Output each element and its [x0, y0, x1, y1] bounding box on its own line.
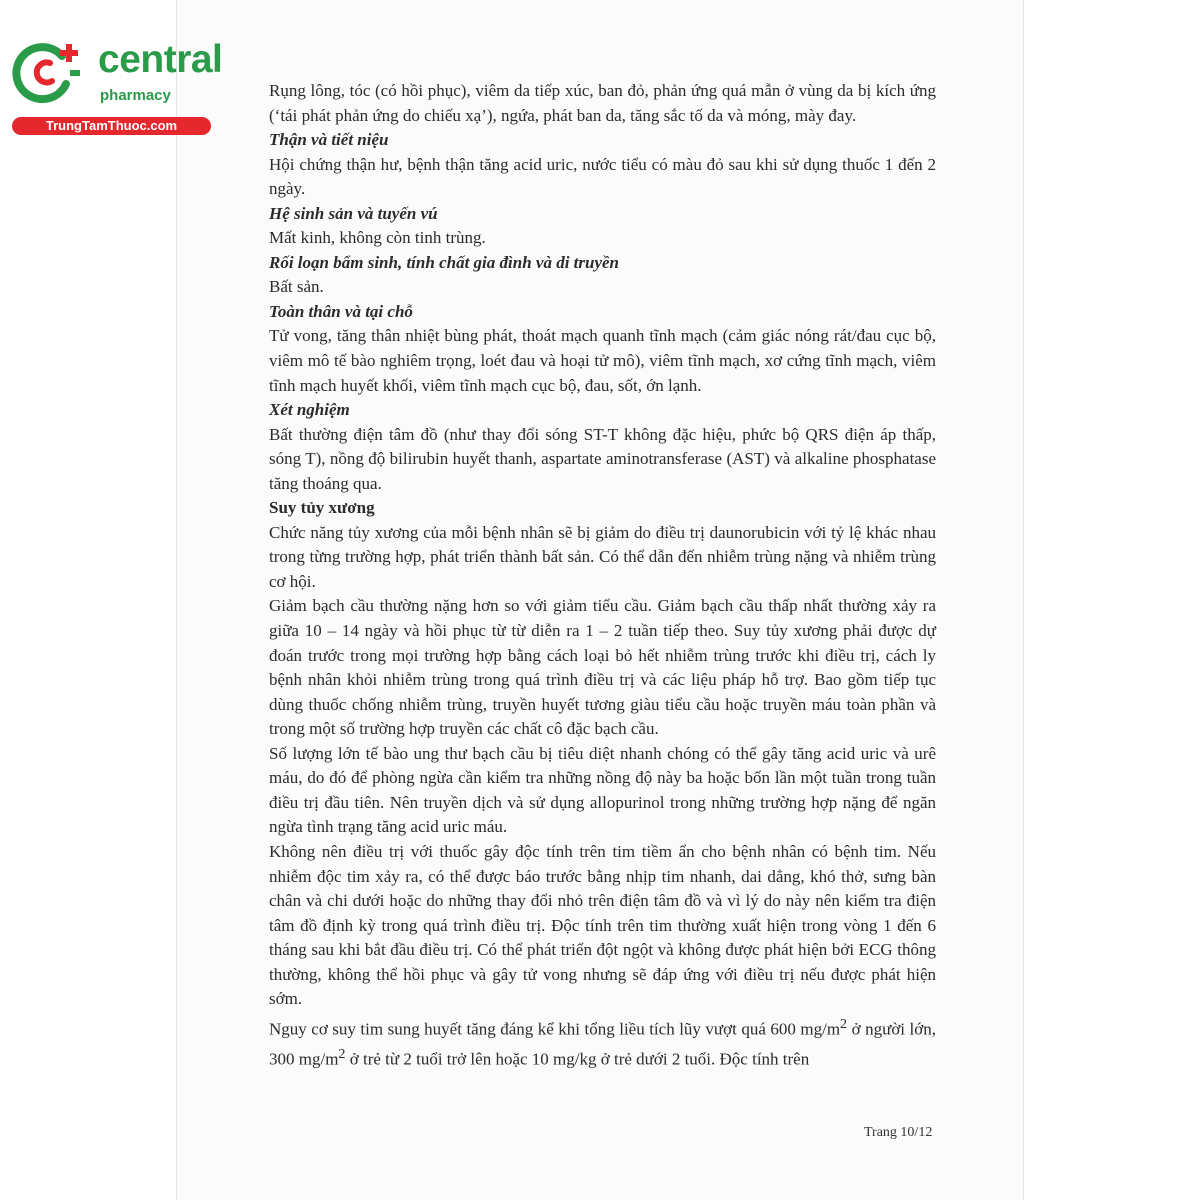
congenital-paragraph: Bất sản.: [269, 277, 324, 297]
heart-failure-risk-paragraph: [269, 1012, 936, 1072]
superscript-2: 2: [840, 1015, 848, 1032]
heading-reproductive: Hệ sinh sản và tuyến vú: [269, 203, 438, 223]
central-pharmacy-logo[interactable]: [10, 38, 223, 138]
skin-effects-paragraph: Rụng lông, tóc (có hồi phục), viêm da tiếp xúc, ban đỏ, phản ứng quá mẫn ở vùng da bị kích ứng (‘tái phát phản ứng do chiếu xạ’), ngứa, phát ban da, tăng sắc tố da và móng, mày đay.: [269, 81, 936, 125]
superscript-2: 2: [338, 1045, 346, 1062]
central-pharmacy-logo-icon: [10, 38, 88, 104]
bone-marrow-paragraph-1: Chức năng tủy xương của mỗi bệnh nhân sẽ bị giảm do điều trị daunorubicin với tỷ lệ khác nhau trong từng trường hợp, phát triển thành bất sản. Có thể dẫn đến nhiễm trùng nặng và nhiễm trùng cơ hội.: [269, 522, 936, 591]
logo-brand-name: central: [98, 38, 223, 81]
bone-marrow-paragraph-2: Giảm bạch cầu thường nặng hơn so với giảm tiểu cầu. Giảm bạch cầu thấp nhất thường xảy ra giữa 10 – 14 ngày và hồi phục từ từ diễn ra 1 – 2 tuần tiếp theo. Suy tủy xương phải được dự đoán trước trong mọi trường hợp bằng cách loại bỏ hết nhiễm trùng trước khi điều trị, cách ly bệnh nhân khỏi nhiễm trùng trong quá trình điều trị và các liệu pháp hỗ trợ. Bao gồm tiếp tục dùng thuốc chống nhiễm trùng, truyền huyết tương giàu tiểu cầu hoặc truyền máu toàn phần và trong một số trường hợp truyền các chất cô đặc bạch cầu.: [269, 596, 936, 739]
general-paragraph: Tử vong, tăng thân nhiệt bùng phát, thoát mạch quanh tĩnh mạch (cảm giác nóng rát/đau cục bộ, viêm mô tế bào nghiêm trọng, loét đau và hoại tử mô), viêm tĩnh mạch, xơ cứng tĩnh mạch, viêm tĩnh mạch huyết khối, viêm tĩnh mạch cục bộ, đau, sốt, ớn lạnh.: [269, 326, 936, 395]
heading-lab-tests: Xét nghiệm: [269, 400, 350, 420]
logo-website-url[interactable]: TrungTamThuoc.com: [12, 117, 211, 135]
bone-marrow-paragraph-4: Không nên điều trị với thuốc gây độc tính trên tim tiềm ẩn cho bệnh nhân có bệnh tim. Nếu nhiễm độc tim xảy ra, có thể được báo trước bằng nhịp tim nhanh, dai dẳng, khó thở, sưng bàn chân và chi dưới hoặc do những thay đổi nhỏ trên điện tâm đồ và vì lý do này nên kiểm tra điện tâm đồ định kỳ trong quá trình điều trị. Độc tính trên tim thường xuất hiện trong vòng 1 đến 6 tháng sau khi bắt đầu điều trị. Có thể phát triển đột ngột và không được phát hiện bởi ECG thông thường, không thể hồi phục và gây tử vong nhưng sẽ đáp ứng với điều trị nếu được phát hiện sớm.: [269, 841, 936, 1009]
document-body: [269, 79, 936, 1072]
logo-subtitle: pharmacy: [100, 87, 171, 104]
page-number: Trang 10/12: [864, 1125, 933, 1140]
risk-text-part-2: ở người lớn, 300 mg/m: [269, 1019, 936, 1069]
bone-marrow-paragraph-3: Số lượng lớn tế bào ung thư bạch cầu bị tiêu diệt nhanh chóng có thể gây tăng acid uric và urê máu, do đó để phòng ngừa cần kiểm tra những nồng độ này ba hoặc bốn lần một tuần trong tuần điều trị đầu tiên. Nên truyền dịch và sử dụng allopurinol trong những trường hợp nặng để ngăn ngừa tình trạng tăng acid uric máu.: [269, 743, 936, 837]
reproductive-paragraph: Mất kinh, không còn tinh trùng.: [269, 228, 486, 248]
lab-tests-paragraph: Bất thường điện tâm đồ (như thay đổi sóng ST-T không đặc hiệu, phức bộ QRS điện áp thấp, sóng T), nồng độ bilirubin huyết thanh, aspartate aminotransferase (AST) và alkaline phosphatase tăng thoáng qua.: [269, 424, 936, 493]
heading-kidney-urinary: Thận và tiết niệu: [269, 130, 389, 150]
heading-general: Toàn thân và tại chỗ: [269, 301, 413, 321]
risk-text-part-1: Nguy cơ suy tim sung huyết tăng đáng kể khi tổng liều tích lũy vượt quá 600 mg/m: [269, 1019, 841, 1039]
heading-congenital: Rối loạn bẩm sinh, tính chất gia đình và di truyền: [269, 252, 620, 272]
kidney-urinary-paragraph: Hội chứng thận hư, bệnh thận tăng acid uric, nước tiểu có màu đỏ sau khi sử dụng thuốc 1 đến 2 ngày.: [269, 154, 936, 199]
risk-text-part-3: ở trẻ từ 2 tuổi trở lên hoặc 10 mg/kg ở trẻ dưới 2 tuổi. Độc tính trên: [345, 1049, 810, 1069]
heading-bone-marrow-suppression: Suy tủy xương: [269, 498, 375, 518]
